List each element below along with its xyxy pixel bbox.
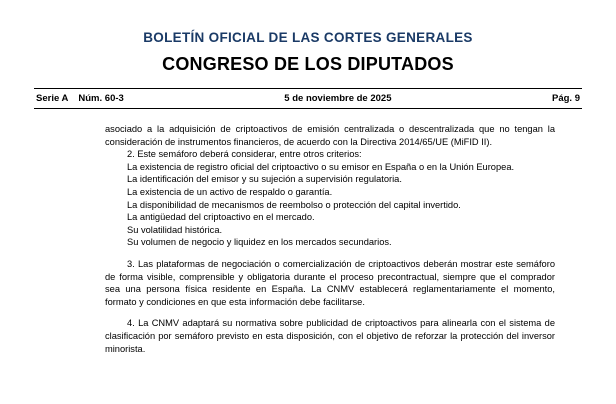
criterion-registro-oficial: La existencia de registro oficial del criptoactivo o su emisor en España o en la Unión Europea. (127, 161, 515, 172)
criterion-identificacion-emisor: La identificación del emisor y su sujeción a supervisión regulatoria. (127, 174, 402, 185)
criterion-volatilidad: Su volatilidad histórica. (127, 224, 223, 235)
infobar-date: 5 de noviembre de 2025 (284, 93, 392, 104)
paragraph-item-2: 2. Este semáforo deberá considerar, entre otros criterios: (127, 149, 362, 160)
infobar-series-group (36, 93, 124, 104)
criterion-antiguedad: La antigüedad del criptoactivo en el mercado. (127, 212, 315, 223)
masthead (0, 0, 616, 75)
document-infobar (34, 89, 582, 108)
paragraph-item-3: 3. Las plataformas de negociación o comercialización de criptoactivos deberán mostrar este semáforo de forma visible, comprensible y obligatoria durante el proceso precontractual, siempre que el comprador sea una persona física residente en España. La CNMV establecerá reglamentariamente el momento, formato y condiciones en que esta información debe facilitarse. (105, 258, 555, 307)
criterion-activo-respaldo: La existencia de un activo de respaldo o garantía. (127, 186, 333, 197)
paragraph-item-4: 4. La CNMV adaptará su normativa sobre publicidad de criptoactivos para alinearla con el sistema de clasificación por semáforo previsto en esta disposición, con el objetivo de reforzar la protección del inversor minorista. (105, 318, 555, 354)
paragraph-continuation: asociado a la adquisición de criptoactivos de emisión centralizada o descentralizada que no tengan la consideración de instrumentos financieros, de acuerdo con la Directiva 2014/65/UE (MiFID II). (105, 124, 555, 147)
header-divider-bottom (34, 108, 582, 109)
infobar-number: Núm. 60-3 (78, 93, 124, 104)
criterion-mecanismos-reembolso: La disponibilidad de mecanismos de reembolso o protección del capital invertido. (127, 199, 461, 210)
infobar-page: Pág. 9 (552, 93, 580, 104)
masthead-title-cortes: BOLETÍN OFICIAL DE LAS CORTES GENERALES (143, 30, 473, 45)
infobar-series: Serie A (36, 93, 69, 104)
document-body (105, 123, 582, 355)
criterion-volumen-liquidez: Su volumen de negocio y liquidez en los mercados secundarios. (127, 237, 392, 248)
masthead-title-congreso: CONGRESO DE LOS DIPUTADOS (162, 54, 454, 74)
